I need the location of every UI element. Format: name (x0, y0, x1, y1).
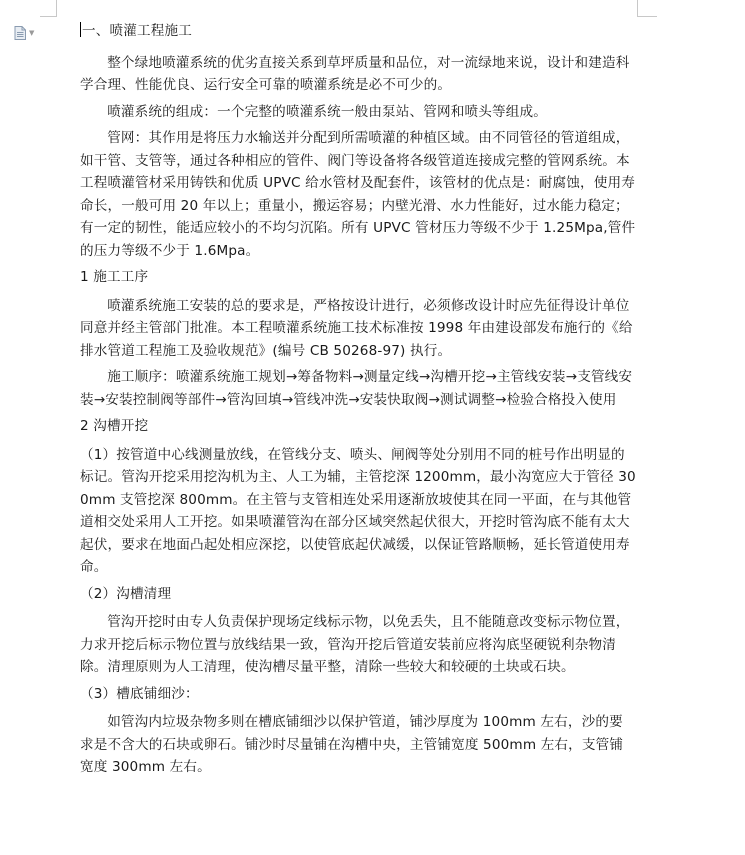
section-heading-1: 一、喷灌工程施工 (82, 23, 192, 39)
paragraph-trench-survey: （1）按管道中心线测量放线，在管线分支、喷头、闸阀等处分别用不同的桩号作出明显的标记。管沟开挖采用挖沟机为主、人工为辅，主管挖深 1200mm，最小沟宽应大于管径 300mm 支管挖深 800mm。在主管与支管相连处采用逐渐放坡使其在同一平面，在与其他管道相交处采用人工开挖。如果喷灌管沟在部分区域突然起伏很大，开挖时管沟底不能有太大起伏，要求在地面凸起处相应深挖，以使管底起伏减缓，以保证管路顺畅，延长管道使用寿命。 (80, 446, 636, 575)
paragraph-system-composition: 喷灌系统的组成：一个完整的喷灌系统一般由泵站、管网和喷头等组成。 (107, 103, 547, 120)
subheading-trench-cleaning: （2）沟槽清理 (80, 585, 172, 602)
chevron-down-icon: ▼ (29, 28, 35, 37)
margin-mark-top-left-horizontal (40, 16, 57, 17)
document-body[interactable] (80, 20, 636, 783)
document-icon (14, 26, 26, 40)
text-cursor (80, 22, 81, 37)
subheading-sand-bedding: （3）槽底铺细沙： (80, 685, 199, 702)
paragraph-pipe-network: 管网：其作用是将压力水输送并分配到所需喷灌的种植区域。由不同管径的管道组成，如干管、支管等，通过各种相应的管件、阀门等设备将各级管道连接成完整的管网系统。本工程喷灌管材采用铸铁和优质 UPVC 给水管材及配套件，该管材的优点是：耐腐蚀，使用寿命长，一般可用 20 年以上；重量小，搬运容易；内壁光滑、水力性能好，过水能力稳定；有一定的韧性，能适应较小的不均匀沉陷。所有 UPVC 管材压力等级不少于 1.25Mpa,管件的压力等级不少于 1.6Mpa。 (80, 130, 636, 259)
paragraph-trench-cleaning: 管沟开挖时由专人负责保护现场定线标示物，以免丢失，且不能随意改变标示物位置，力求开挖后标示物位置与放线结果一致，管沟开挖后管道安装前应将沟底坚硬锐利杂物清除。清理原则为人工清理，使沟槽尽量平整，清除一些较大和较硬的土块或石块。 (80, 614, 630, 675)
paragraph-intro: 整个绿地喷灌系统的优劣直接关系到草坪质量和品位，对一流绿地来说，设计和建造科学合理、性能优良、运行安全可靠的喷灌系统是必不可少的。 (80, 54, 630, 93)
paragraph-sand-bedding: 如管沟内垃圾杂物多则在槽底铺细沙以保护管道，铺沙厚度为 100mm 左右，沙的要求是不含大的石块或卵石。铺沙时尽量铺在沟槽中央，主管铺宽度 500mm 左右，支管铺宽度 300mm 左右。 (80, 714, 624, 775)
margin-mark-top-right-vertical (637, 0, 638, 16)
paragraph-construction-sequence: 施工顺序：喷灌系统施工规划→筹备物料→测量定线→沟槽开挖→主管线安装→支管线安装→安装控制阀等部件→管沟回填→管线冲洗→安装快取阀→测试调整→检验合格投入使用 (80, 369, 633, 408)
margin-mark-top-left-vertical (56, 0, 57, 16)
paragraph-options-button[interactable] (14, 26, 40, 40)
margin-mark-top-right-horizontal (637, 16, 657, 17)
section-heading-construction-process: 1 施工工序 (80, 269, 149, 285)
section-heading-trench-excavation: 2 沟槽开挖 (80, 418, 149, 434)
paragraph-construction-requirements: 喷灌系统施工安装的总的要求是，严格按设计进行，必须修改设计时应先征得设计单位同意并经主管部门批准。本工程喷灌系统施工技术标准按 1998 年由建设部发布施行的《给排水管道工程施工及验收规范》(编号 CB 50268-97) 执行。 (80, 297, 633, 359)
